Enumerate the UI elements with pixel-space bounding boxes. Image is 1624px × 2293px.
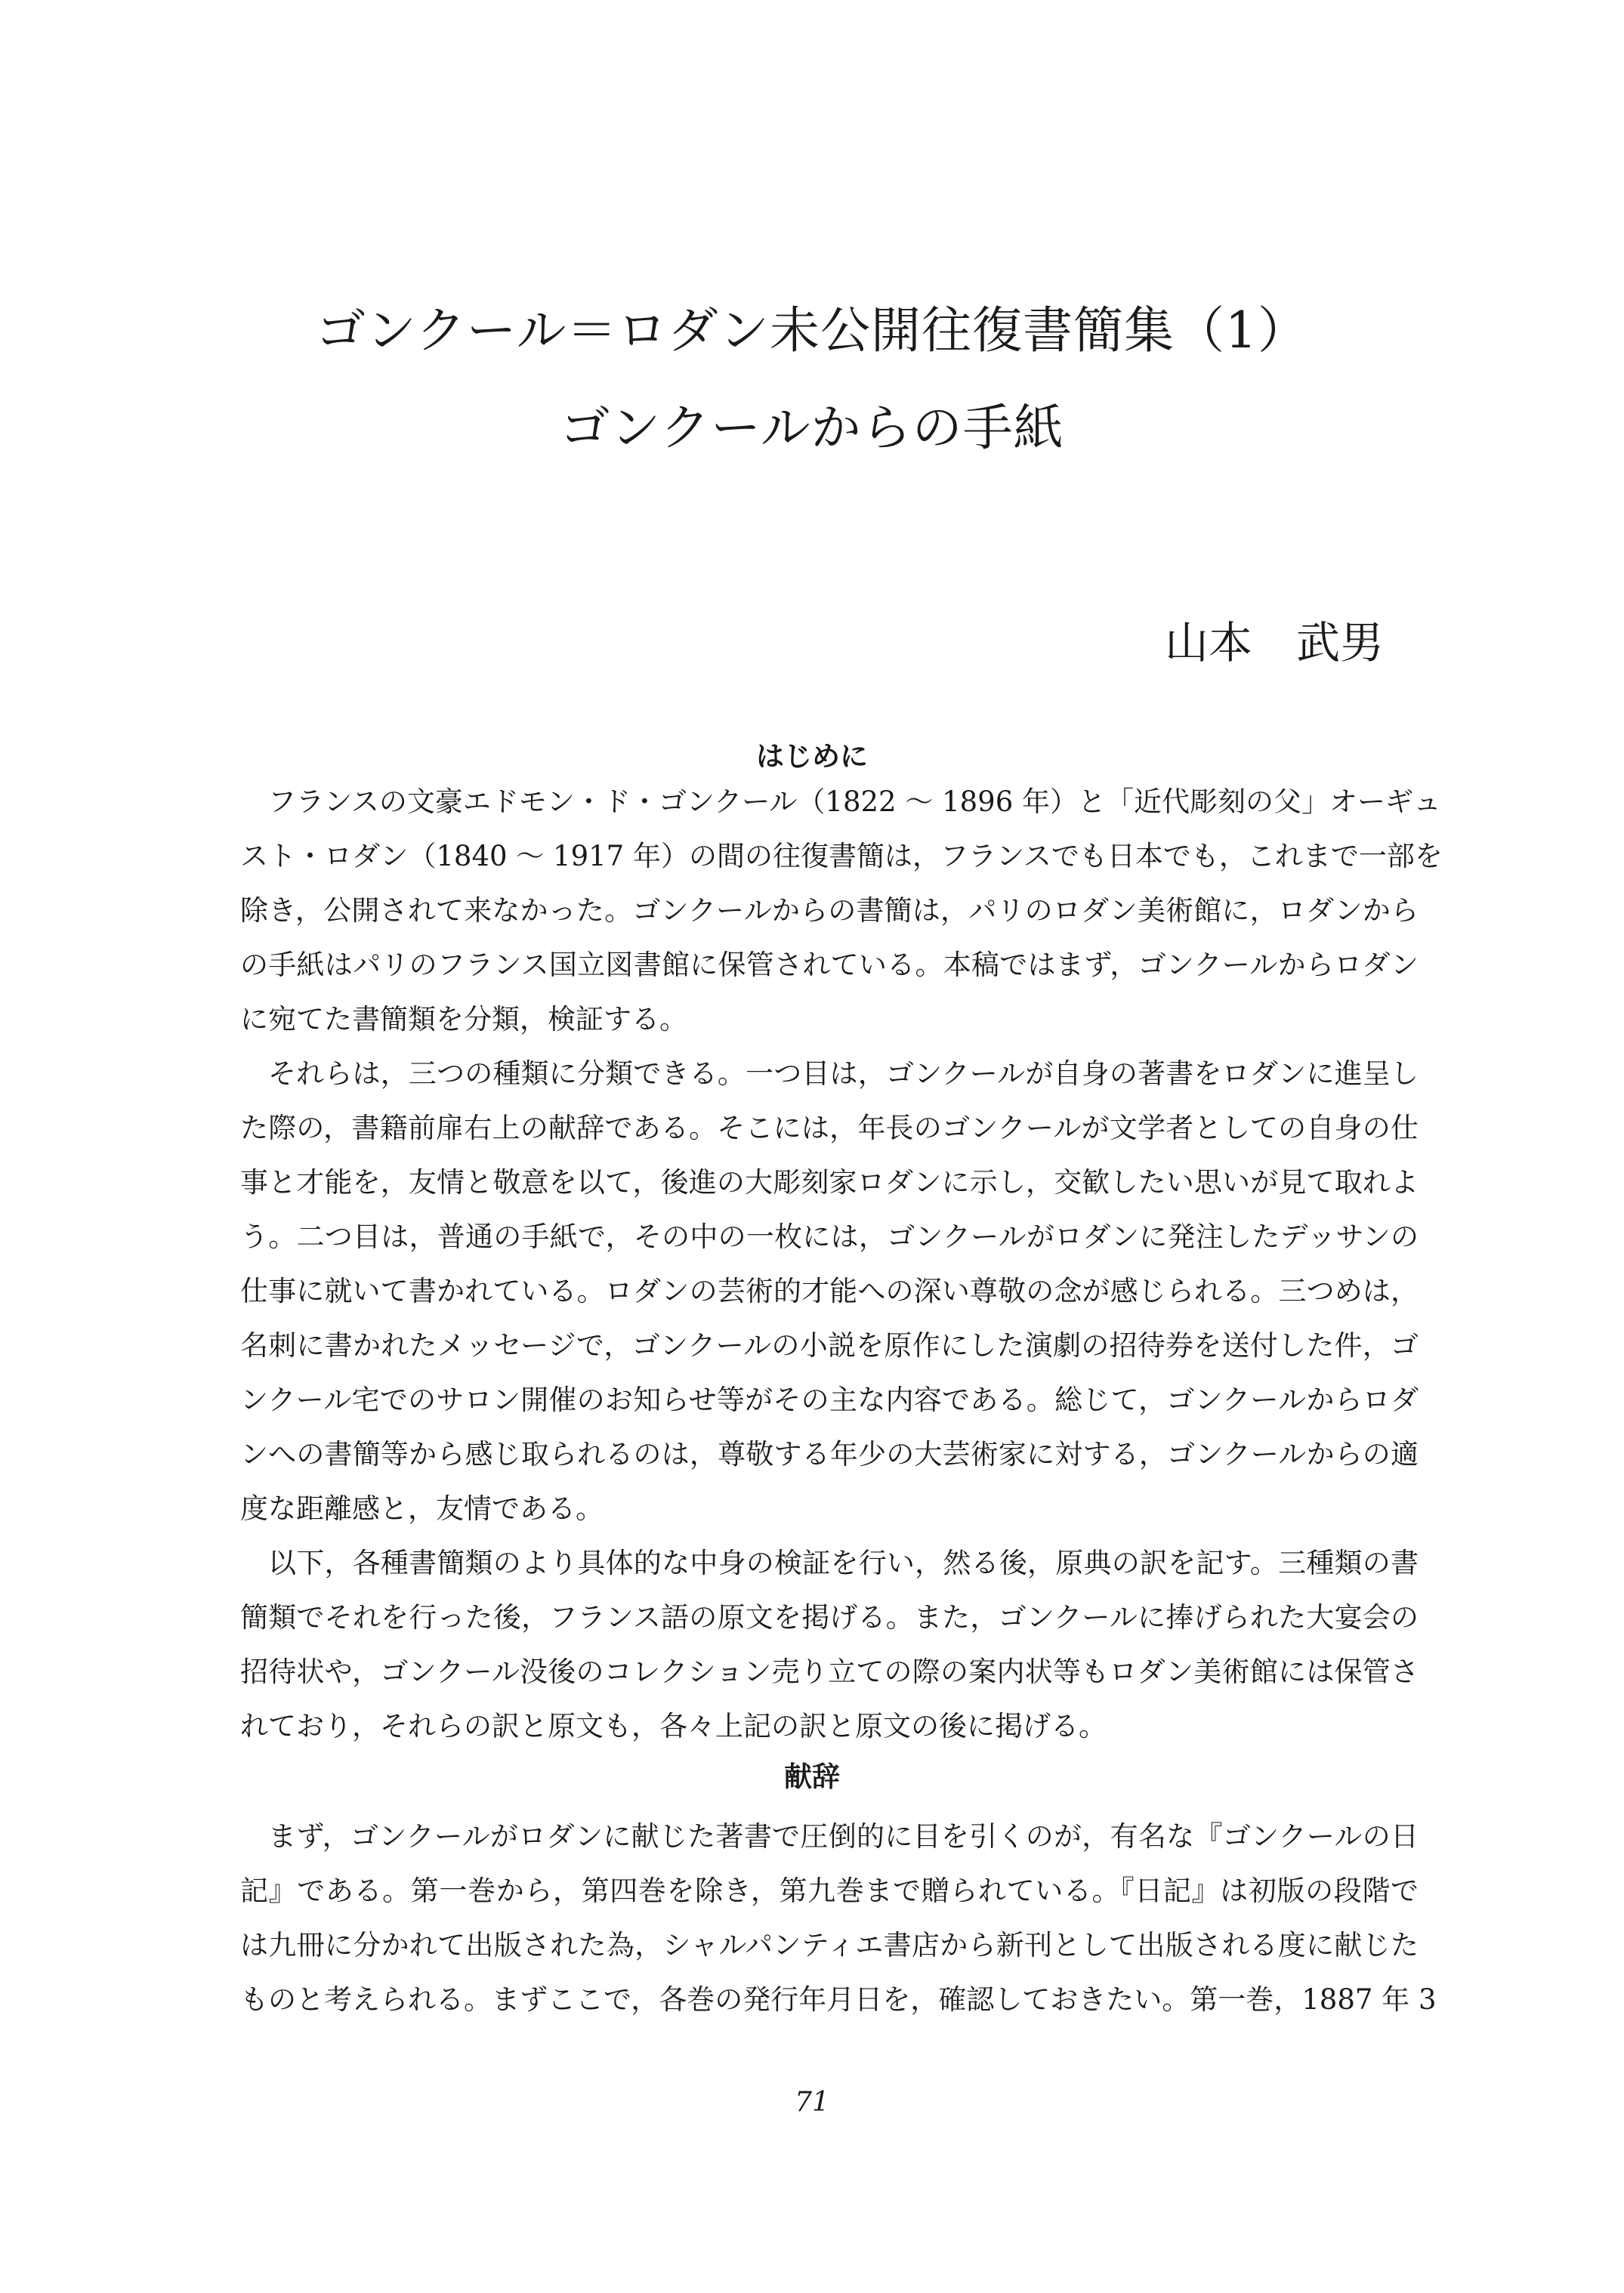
text-line: 簡類でそれを行った後，フランス語の原文を掲げる。また，ゴンクールに捧げられた大宴会の	[240, 1601, 1419, 1634]
paper-title: ゴンクール＝ロダン未公開往復書簡集（1）	[315, 301, 1308, 360]
text-line: それらは，三つの種類に分類できる。一つ目は，ゴンクールが自身の著書をロダンに進呈し	[268, 1057, 1419, 1090]
section-heading-dedication: 献辞	[784, 1760, 840, 1793]
text-line: まず，ゴンクールがロダンに献じた著書で圧倒的に目を引くのが，有名な『ゴンクールの日	[268, 1820, 1419, 1853]
text-line: の手紙はパリのフランス国立図書館に保管されている。本稿ではまず，ゴンクールからロダン	[240, 949, 1419, 981]
text-line: 事と才能を，友情と敬意を以て，後進の大彫刻家ロダンに示し，交歓したい思いが見て取れよ	[240, 1166, 1419, 1199]
text-line: 記』である。第一巻から，第四巻を除き，第九巻まで贈られている。『日記』は初版の段階で	[240, 1875, 1419, 1907]
text-line: は九冊に分かれて出版された為，シャルパンティエ書店から新刊として出版される度に献じた	[240, 1929, 1419, 1961]
text-line: ンクール宅でのサロン開催のお知らせ等がその主な内容である。総じて，ゴンクールからロダ	[240, 1384, 1419, 1416]
text-line: 名刺に書かれたメッセージで，ゴンクールの小説を原作にした演劇の招待券を送付した件，ゴ	[240, 1329, 1419, 1362]
text-line: に宛てた書簡類を分類，検証する。	[240, 1003, 687, 1035]
text-line: フランスの文豪エドモン・ド・ゴンクール（1822 ～ 1896 年）と「近代彫刻の父」オーギュ	[268, 785, 1442, 818]
text-line: れており，それらの訳と原文も，各々上記の訳と原文の後に掲げる。	[240, 1710, 1107, 1742]
text-line: 招待状や，ゴンクール没後のコレクション売り立ての際の案内状等もロダン美術館には保管さ	[240, 1656, 1419, 1688]
title-block	[0, 301, 1624, 457]
text-line: た際の，書籍前扉右上の献辞である。そこには，年長のゴンクールが文学者としての自身の仕	[240, 1112, 1419, 1144]
text-line: ものと考えられる。まずここで，各巻の発行年月日を，確認しておきたい。第一巻，1887 年 3	[240, 1983, 1437, 2016]
page-number: 71	[795, 2087, 829, 2118]
author-name: 山本 武男	[1164, 617, 1384, 668]
text-line: スト・ロダン（1840 ～ 1917 年）の間の往復書簡は，フランスでも日本でも，これまで一部を	[240, 840, 1443, 872]
paper-subtitle: ゴンクールからの手紙	[560, 399, 1064, 457]
text-line: 以下，各種書簡類のより具体的な中身の検証を行い，然る後，原典の訳を記す。三種類の書	[268, 1547, 1419, 1579]
section-body-introduction	[240, 775, 1443, 1754]
text-line: 除き，公開されて来なかった。ゴンクールからの書簡は，パリのロダン美術館に，ロダンから	[240, 894, 1419, 927]
text-line: う。二つ目は，普通の手紙で，その中の一枚には，ゴンクールがロダンに発注したデッサンの	[240, 1221, 1419, 1253]
text-line: ンへの書簡等から感じ取られるのは，尊敬する年少の大芸術家に対する，ゴンクールからの適	[240, 1438, 1419, 1471]
text-line: 仕事に就いて書かれている。ロダンの芸術的才能への深い尊敬の念が感じられる。三つめは，	[240, 1275, 1419, 1307]
text-line: 度な距離感と，友情である。	[240, 1492, 604, 1525]
section-heading-introduction: はじめに	[756, 739, 868, 773]
section-body-dedication	[240, 1810, 1437, 2027]
